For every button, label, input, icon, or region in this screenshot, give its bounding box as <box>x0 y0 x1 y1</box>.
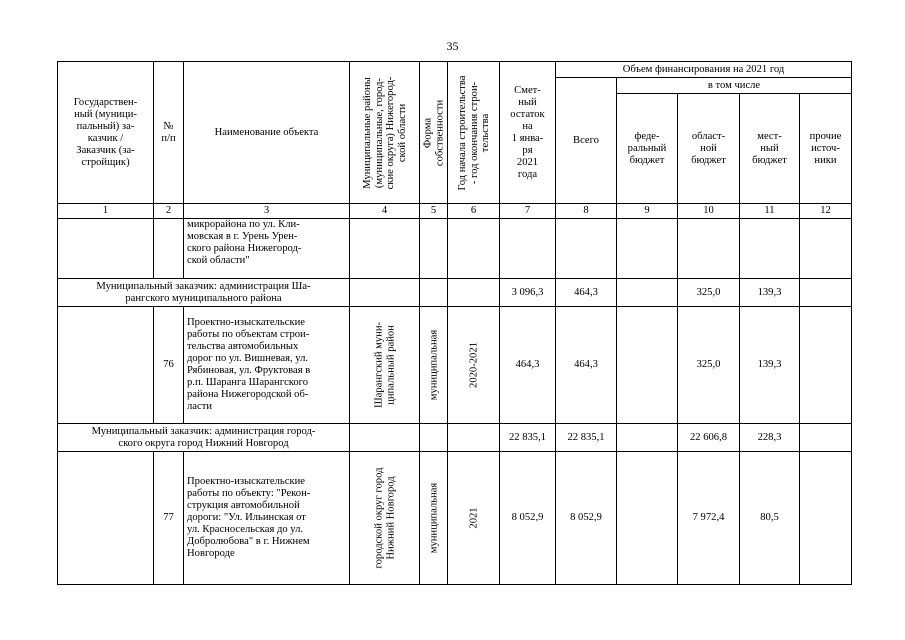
header-ownership: Форма собственности <box>420 62 448 204</box>
group-title: Муниципальный заказчик: администрация город- ского округа город Нижний Новгород <box>58 424 350 452</box>
column-number: 6 <box>448 204 500 219</box>
group-local: 228,3 <box>740 424 800 452</box>
group-federal <box>617 279 678 307</box>
group-other <box>800 279 852 307</box>
header-customer: Государствен- ный (муници- пальный) за- казчик / Заказчик (за- стройщик) <box>58 62 154 204</box>
regional: 325,0 <box>678 307 740 424</box>
column-number: 3 <box>184 204 350 219</box>
header-districts: Муниципальные районы (муниципальные, город- ские округа) Нижегород- ской области <box>350 62 420 204</box>
group-row <box>58 279 852 307</box>
column-number: 8 <box>556 204 617 219</box>
total: 464,3 <box>556 307 617 424</box>
total: 8 052,9 <box>556 452 617 585</box>
header-regional: област- ной бюджет <box>678 94 740 204</box>
district: Шарангский муни- ципальный район <box>350 307 420 424</box>
group-row <box>58 424 852 452</box>
district: городской округ город Нижний Новгород <box>350 452 420 585</box>
federal <box>617 452 678 585</box>
table-row <box>58 452 852 585</box>
column-number: 10 <box>678 204 740 219</box>
row-number: 76 <box>154 307 184 424</box>
header-federal: феде- ральный бюджет <box>617 94 678 204</box>
object-name: Проектно-изыскательские работы по объекту: "Рекон- струкция автомобильной дороги: "Ул. Ильинская от ул. Красносельская до ул. Добролюбова" в г. Нижнем Новгороде <box>184 452 350 585</box>
group-title: Муниципальный заказчик: администрация Ша- рангского муниципального района <box>58 279 350 307</box>
object-name: Проектно-изыскательские работы по объектам строи- тельства автомобильных дорог по ул. Вишневая, ул. Рябиновая, ул. Фруктовая в р.п. Шаранга Шарангского района Нижегородской об- ласти <box>184 307 350 424</box>
ownership: муниципальная <box>420 452 448 585</box>
group-federal <box>617 424 678 452</box>
federal <box>617 307 678 424</box>
regional: 7 972,4 <box>678 452 740 585</box>
years: 2021 <box>448 452 500 585</box>
group-estimated-balance: 22 835,1 <box>500 424 556 452</box>
header-number: № п/п <box>154 62 184 204</box>
column-number: 1 <box>58 204 154 219</box>
column-number: 11 <box>740 204 800 219</box>
local: 139,3 <box>740 307 800 424</box>
column-number: 5 <box>420 204 448 219</box>
ownership: муниципальная <box>420 307 448 424</box>
group-estimated-balance: 3 096,3 <box>500 279 556 307</box>
header-including: в том числе <box>617 78 852 94</box>
header-estimated-balance: Смет- ный остаток на 1 янва- ря 2021 года <box>500 62 556 204</box>
header-funding: Объем финансирования на 2021 год <box>556 62 852 78</box>
column-numbers-row <box>58 204 852 219</box>
group-total: 22 835,1 <box>556 424 617 452</box>
years: 2020-2021 <box>448 307 500 424</box>
group-regional: 325,0 <box>678 279 740 307</box>
group-total: 464,3 <box>556 279 617 307</box>
row-number: 77 <box>154 452 184 585</box>
column-number: 4 <box>350 204 420 219</box>
continuation-row <box>58 219 852 279</box>
column-number: 7 <box>500 204 556 219</box>
local: 80,5 <box>740 452 800 585</box>
column-number: 2 <box>154 204 184 219</box>
header-other: прочие источ- ники <box>800 94 852 204</box>
table-row <box>58 307 852 424</box>
group-other <box>800 424 852 452</box>
header-local: мест- ный бюджет <box>740 94 800 204</box>
column-number: 12 <box>800 204 852 219</box>
header-years: Год начала строительства - год окончания строи- тельства <box>448 62 500 204</box>
estimated-balance: 8 052,9 <box>500 452 556 585</box>
investment-table <box>57 61 852 585</box>
page-number: 35 <box>446 39 459 53</box>
other <box>800 452 852 585</box>
group-regional: 22 606,8 <box>678 424 740 452</box>
estimated-balance: 464,3 <box>500 307 556 424</box>
header-object-name: Наименование объекта <box>184 62 350 204</box>
other <box>800 307 852 424</box>
header-total: Всего <box>556 78 617 204</box>
column-number: 9 <box>617 204 678 219</box>
continuation-text: микрорайона по ул. Кли- мовская в г. Урень Урен- ского района Нижегород- ской области" <box>184 219 350 279</box>
group-local: 139,3 <box>740 279 800 307</box>
